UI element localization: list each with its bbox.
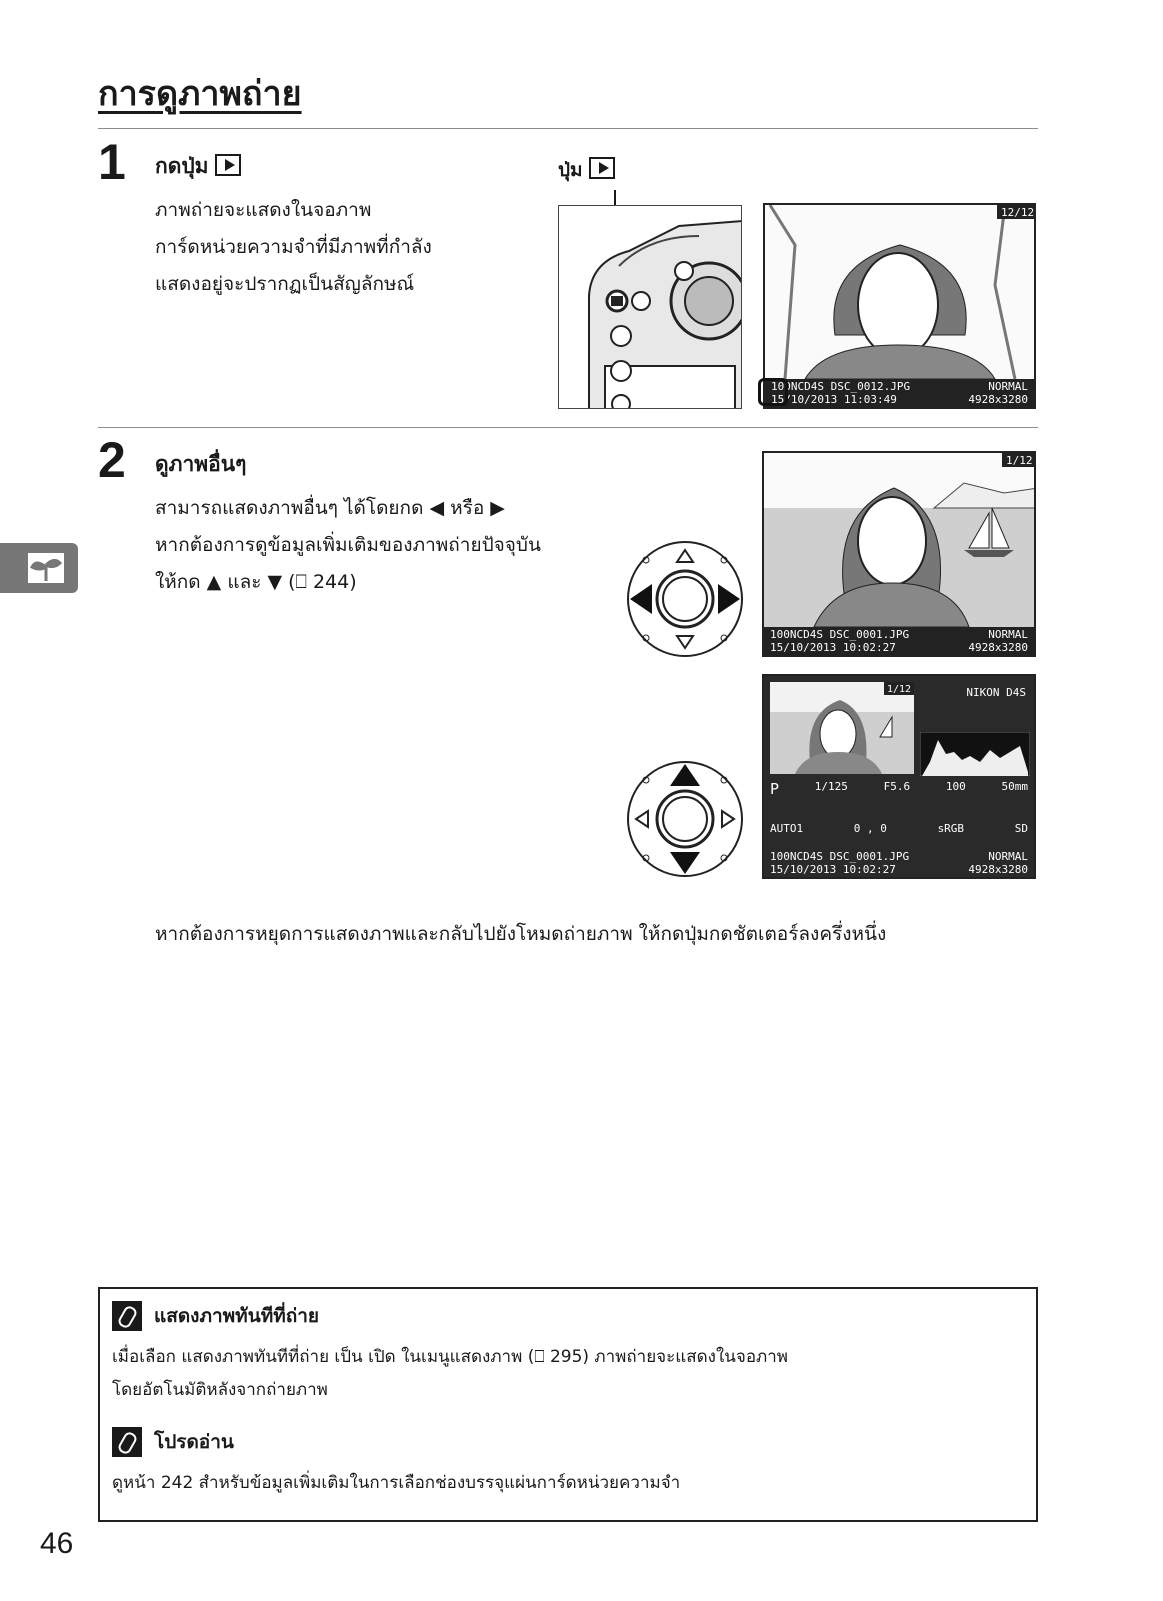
section-tab	[0, 543, 78, 593]
picture-control: SD	[1014, 822, 1028, 835]
divider	[98, 128, 1038, 129]
iso-value: 100	[945, 780, 966, 793]
notes-box	[98, 1287, 1038, 1522]
multi-selector-left-right-icon	[626, 540, 744, 658]
histogram	[920, 732, 1030, 776]
camera-illustration-svg	[559, 206, 742, 409]
page-number: 46	[40, 1527, 74, 1560]
pencil-note-icon	[112, 1301, 142, 1331]
lcd-info-bar: 100NCD4S DSC_0012.JPG NORMAL 15/10/2013 11:03:49 4928x3280	[765, 379, 1034, 407]
step-2-body: สามารถแสดงภาพอื่นๆ ได้โดยกด ◀ หรือ ▶ หากต้องการดูข้อมูลเพิ่มเติมของภาพถ่ายปัจจุบัน ให้กด ▲ และ ▼ (⎕ 244)	[155, 497, 541, 593]
lcd-frame-counter: 1/12	[887, 684, 912, 695]
playback-button-icon	[589, 157, 615, 179]
thumbnail-photo	[770, 682, 914, 774]
divider	[98, 427, 1038, 428]
lcd-frame-counter: 12/12	[1001, 206, 1035, 219]
photo-woman-portrait	[765, 205, 1036, 379]
note-1-body: เมื่อเลือก แสดงภาพทันทีที่ถ่าย เป็น เปิด ในเมนูแสดงภาพ (⎕ 295) ภาพถ่ายจะแสดงในจอภาพ โดยอัตโนมัติหลังจากถ่ายภาพ	[112, 1347, 788, 1400]
camera-back-illustration	[558, 205, 742, 409]
lcd-full-frame-playback-2	[762, 451, 1036, 657]
focal-length: 50mm	[1001, 780, 1028, 793]
shooting-mode: P	[770, 780, 780, 798]
lcd-info-bar: 100NCD4S DSC_0001.JPG NORMAL 15/10/2013 10:02:27 4928x3280	[764, 627, 1034, 655]
memory-card-icon-highlight	[758, 378, 788, 406]
lcd-info-bar: 100NCD4S DSC_0001.JPG NORMAL 15/10/2013 10:02:27 4928x3280	[770, 850, 1028, 876]
wb-fine-tune: 0 , 0	[853, 822, 887, 835]
pencil-note-icon	[112, 1427, 142, 1457]
color-info-row	[770, 822, 1028, 835]
lcd-full-frame-playback	[763, 203, 1036, 409]
step-1-body: ภาพถ่ายจะแสดงในจอภาพ การ์ดหน่วยความจำที่มีภาพที่กำลัง แสดงอยู่จะปรากฏเป็นสัญลักษณ์	[155, 199, 432, 295]
exposure-info-row	[770, 780, 1028, 798]
camera-model: NIKON D4S	[966, 686, 1026, 699]
color-space: sRGB	[937, 822, 965, 835]
aperture: F5.6	[883, 780, 911, 793]
playback-button-icon	[215, 154, 241, 176]
step-1-number: 1	[98, 134, 126, 190]
stop-playback-text: หากต้องการหยุดการแสดงภาพและกลับไปยังโหมดถ่ายภาพ ให้กดปุ่มกดชัตเตอร์ลงครึ่งหนึ่ง	[155, 923, 887, 945]
step-2-number: 2	[98, 432, 126, 488]
multi-selector-up-down-icon	[626, 760, 744, 878]
white-balance: AUTO1	[770, 822, 804, 835]
lcd-photo-info-display	[762, 674, 1036, 879]
step-1-title: กดปุ่ม	[155, 150, 241, 183]
sprout-icon	[0, 543, 78, 593]
note-1-header: แสดงภาพทันทีที่ถ่าย	[112, 1301, 319, 1331]
step-2-title: ดูภาพอื่นๆ	[155, 452, 247, 476]
note-2-body: ดูหน้า 242 สำหรับข้อมูลเพิ่มเติมในการเลือกช่องบรรจุแผ่นการ์ดหน่วยความจำ	[112, 1473, 681, 1493]
shutter-speed: 1/125	[814, 780, 848, 793]
note-2-header: โปรดอ่าน	[112, 1427, 234, 1457]
lcd-frame-counter: 1/12	[1006, 454, 1033, 467]
photo-woman-boat	[764, 453, 1036, 627]
page-title: การดูภาพถ่าย	[98, 74, 302, 114]
playback-button-callout: ปุ่ม	[558, 155, 615, 185]
